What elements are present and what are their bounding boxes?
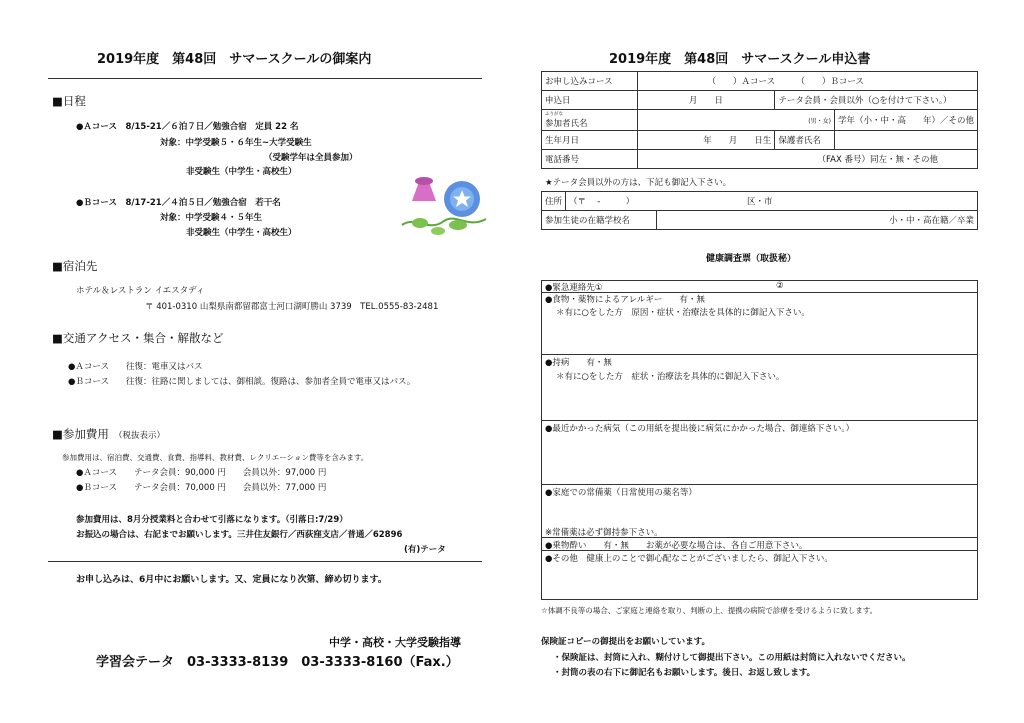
hotel-name: ホテル＆レストラン イエスタディ [76,286,205,296]
lodging-heading: ■宿泊先 [52,259,98,273]
a-course-target: 対象：中学受験５・６年生~大学受験生 [160,138,312,148]
participant-name-field[interactable]: (男・女) [637,110,834,131]
fee-debit-note: 参加費用は、8月分授業料と合わせて引落になります。（引落日:7/29） [76,515,348,525]
footer-tagline: 中学・高校・大学受験指導 [329,636,461,649]
access-heading: ■交通アクセス・集合・解散など [52,331,224,345]
divider [542,420,977,421]
home-medicine-label: ●家庭での常備薬（日常使用の薬名等） [545,488,697,498]
divider [48,78,482,79]
school-label: 参加生徒の在籍学校名 [542,211,657,230]
b-course-target: 対象：中学受験４・５年生 [160,213,263,223]
left-title: 2019年度 第48回 サマースクールの御案内 [97,52,372,67]
emergency-contact-label: ●緊急連絡先① [545,283,603,293]
participant-name-label-cell [542,110,638,131]
birthdate-label: 生年月日 [542,131,638,150]
health-survey-form [541,280,978,600]
divider [542,550,977,551]
insurance-heading: 保険証コピーの御提出をお願いしています。 [541,637,710,647]
guardian-field[interactable] [834,131,977,150]
fee-heading-group [52,423,165,442]
chronic-illness-note: ＊有に○をした方 症状・治療法を具体的に御記入下さい。 [556,372,785,382]
schedule-heading: ■日程 [52,94,86,108]
health-survey-title: 健康調査票（取扱秘） [706,254,797,264]
grade-field[interactable]: 学年（小・中・高 年）／その他 [834,110,977,131]
recent-illness-label: ●最近かかった病気（この用紙を提出後に病気にかかった場合、御連絡下さい。） [545,424,855,434]
participant-name-label: 参加者氏名 [545,118,588,129]
other-health-label: ●その他 健康上のことで御心配なことがございましたら、御記入下さい。 [545,554,833,564]
b-course-schedule: ●Ｂコース 8/17-21／４泊５日／勉強合宿 若干名 [76,198,281,208]
access-a-course: ●Ａコース 往復：電車又はバス [68,362,203,372]
hotel-address: 〒 401-0310 山梨県南都留郡富士河口湖町勝山 3739 TEL.0555-83-2481 [145,302,439,312]
insurance-note-2: ・封筒の表の右下に御記名もお願いします。後日、お返し致します。 [553,668,816,678]
phone-label: 電話番号 [542,150,638,169]
footer-contact: 学習会テータ 03-3333-8139 03-3333-8160（Fax.） [96,655,459,670]
nonmember-form [541,191,978,230]
course-select-field[interactable]: （ ）Ａコース （ ）Ｂコース [637,72,977,91]
divider [542,354,977,355]
emergency-contact-2-label: ② [776,281,784,291]
morning-glory-illustration [398,175,490,237]
course-label: お申し込みコース [542,72,638,91]
address-field[interactable] [566,192,978,211]
birthdate-field[interactable]: 年 月 日生 [637,131,775,150]
fee-heading: ■参加費用 [52,427,109,441]
application-form [541,71,978,169]
nonmember-note: ★テータ会員以外の方は、下記も御記入下さい。 [545,178,732,188]
divider [542,537,977,538]
divider [542,484,977,485]
a-course-target-nonexam: 非受験生（中学生・高校生） [186,167,297,177]
illness-note: ☆体調不良等の場合、ご家庭と連絡を取り、判断の上、提携の病院で診療を受けるように致します。 [541,606,878,615]
school-field[interactable]: 小・中・高在籍／卒業 [656,211,977,230]
divider [48,561,482,562]
allergy-note: ＊有に○をした方 原因・症状・治療法を具体的に御記入下さい。 [556,308,810,318]
b-course-target-nonexam: 非受験生（中学生・高校生） [186,228,297,238]
a-course-target-note: （受験学年は全員参加） [264,153,358,163]
insurance-note-1: ・保険証は、封筒に入れ、糊付けして御提出下さい。この用紙は封筒に入れないでください。 [553,653,911,663]
access-b-course: ●Ｂコース 往復：往路に関しましては、御相談。復路は、参加者全員で電車又はバス。 [68,377,416,387]
fee-includes: 参加費用は、宿泊費、交通費、食費、指導料、教材費、レクリエーション費等を含みます。 [62,453,369,462]
allergy-label: ●食物・薬物によるアレルギー 有・無 [545,295,705,305]
fee-b-course: ●Ｂコース テータ会員：70,000 円 会員以外：77,000 円 [76,483,327,493]
date-label: 申込日 [542,91,638,110]
city-placeholder: 区・市 [747,197,773,207]
phone-field[interactable]: （FAX 番号）同左・無・その他 [637,150,977,169]
right-title: 2019年度 第48回 サマースクール申込書 [609,52,871,67]
home-medicine-note: ※常備薬は必ず御持参下さい。 [545,528,663,538]
a-course-schedule: ●Ａコース 8/15-21／６泊７日／勉強合宿 定員 22 名 [76,122,299,132]
fee-transfer-note: お振込の場合は、右記までお願いします。三井住友銀行／西荻窪支店／普通／62896 [76,530,403,540]
ruby-label: ふりがな [545,111,563,117]
date-field[interactable]: 月 日 [637,91,775,110]
guardian-label: 保護者氏名 [775,131,835,150]
chronic-illness-label: ●持病 有・無 [545,358,612,368]
address-label: 住所 [542,192,566,211]
fee-a-course: ●Ａコース テータ会員：90,000 円 会員以外：97,000 円 [76,468,327,478]
member-status-field[interactable]: テータ会員・会員以外（○を付けて下さい。） [775,91,978,110]
fee-tax-note: （税抜表示） [113,431,165,441]
postal-code-placeholder: （〒 - ） [569,197,635,207]
deadline-note: お申し込みは、6月中にお願いします。又、定員になり次第、締め切ります。 [76,575,387,585]
motion-sickness-label: ●乗物酔い 有・無 お薬が必要な場合は、各自ご用意下さい。 [545,541,808,551]
fee-account-name: (有)テータ [404,545,446,555]
